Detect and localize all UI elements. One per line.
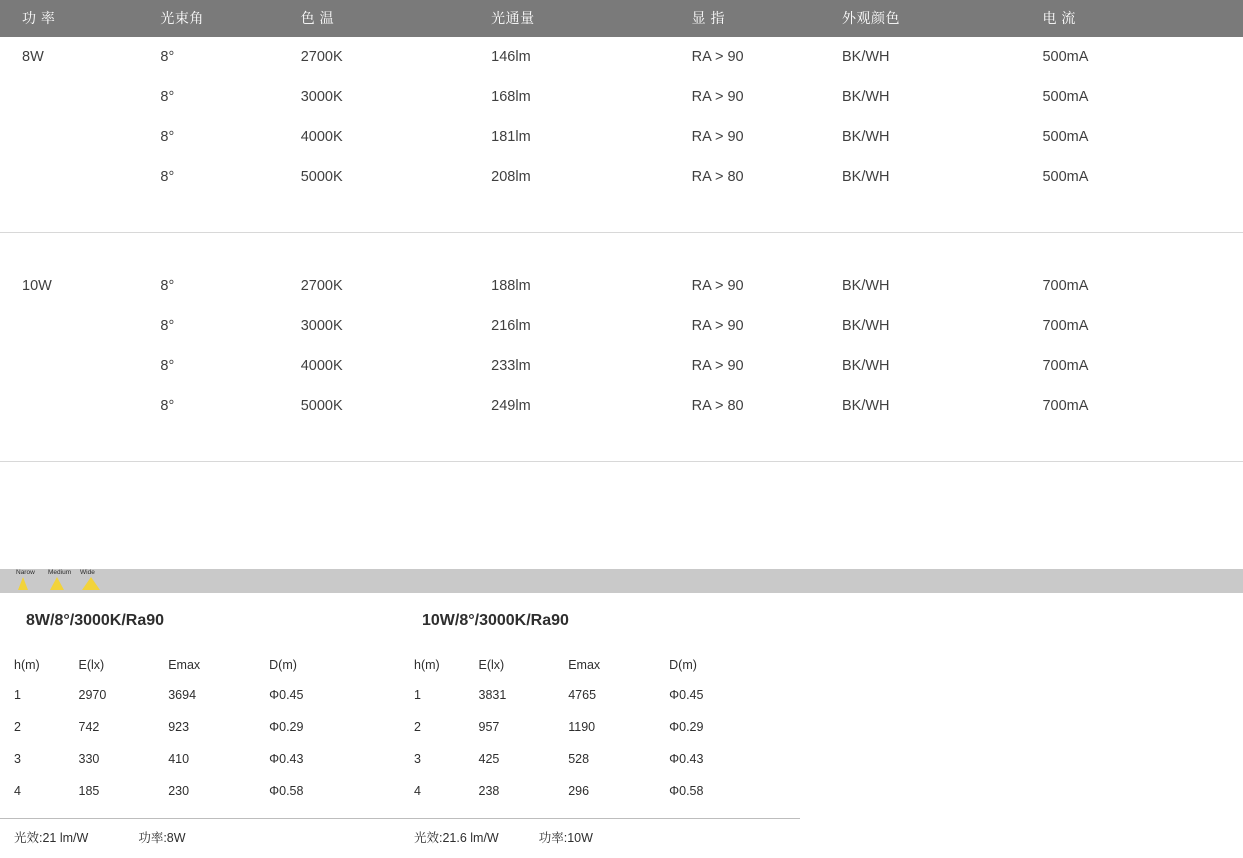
group-spacer [0,197,1243,231]
table-row [400,688,800,720]
table-row [0,720,400,752]
cell-height: 2 [14,720,21,734]
cell-emax: 230 [168,784,190,798]
photometric-table-body [0,688,400,816]
cell-emax: 923 [168,720,190,734]
cell-height: 4 [414,784,421,798]
cell-power: 8W [22,49,44,65]
cell-power [0,117,160,157]
table-row [0,386,1243,426]
photometric-table [0,658,400,816]
cell-height: 2 [414,720,421,734]
cell-eavg: 3831 [478,688,507,702]
cell-color: BK/WH [841,398,890,414]
table-row [0,266,1243,306]
header-eavg: E(lx) [78,658,105,672]
cell-current: 700mA [1042,358,1089,374]
photometric-title: 10W/8°/3000K/Ra90 [422,612,569,629]
table-row [0,37,1243,77]
cell-color: BK/WH [841,358,890,374]
cell-current: 500mA [1042,49,1089,65]
cell-diameter: Φ0.29 [669,720,704,734]
table-header-row [400,658,800,688]
table-header-row [0,658,400,688]
table-row [400,784,800,816]
group-spacer [0,426,1243,460]
cell-diameter: Φ0.45 [669,688,704,702]
cell-emax: 4765 [568,688,597,702]
cell-cri: RA > 90 [691,318,744,334]
cell-height: 3 [414,752,421,766]
cell-color: BK/WH [841,129,890,145]
table-row [0,117,1243,157]
cell-beam: 8° [160,49,175,65]
photometric-footer [400,818,800,846]
header-power: 功 率 [0,0,160,37]
table-row [0,752,400,784]
photometric-title: 8W/8°/3000K/Ra90 [26,612,165,629]
cell-emax: 1190 [568,720,596,734]
photometric-block-10w [400,612,800,846]
spec-table-header [0,0,1243,37]
cell-power [0,346,160,386]
cell-diameter: Φ0.58 [269,784,304,798]
cell-diameter: Φ0.43 [269,752,304,766]
cell-beam: 8° [160,398,175,414]
spec-table-body [0,37,1243,461]
cell-lumen: 168lm [491,89,531,105]
photometric-table [400,658,800,816]
cell-beam: 8° [160,318,175,334]
cell-power [0,306,160,346]
cell-emax: 410 [168,752,190,766]
cell-height: 3 [14,752,21,766]
table-row [0,688,400,720]
cell-lumen: 146lm [491,49,531,65]
header-diameter: D(m) [669,658,697,672]
cell-current: 700mA [1042,318,1089,334]
cell-lumen: 216lm [491,318,531,334]
cell-current: 700mA [1042,278,1089,294]
header-finish-color: 外观颜色 [842,0,1042,37]
header-color-temp: 色 温 [301,0,491,37]
table-row [0,306,1243,346]
cell-cri: RA > 90 [691,278,744,294]
cell-diameter: Φ0.45 [269,688,304,702]
cell-cct: 3000K [300,89,343,105]
cell-color: BK/WH [841,89,890,105]
cell-cct: 2700K [300,278,343,294]
cell-color: BK/WH [841,49,890,65]
header-current: 电 流 [1042,0,1243,37]
cell-color: BK/WH [841,169,890,185]
beam-cone-narrow-icon [18,577,28,590]
cell-diameter: Φ0.43 [669,752,704,766]
photometric-table-header [0,658,400,688]
cell-eavg: 425 [478,752,500,766]
header-emax: Emax [568,658,601,672]
cell-cct: 4000K [300,129,343,145]
cell-current: 700mA [1042,398,1089,414]
table-row [0,157,1243,197]
table-row [400,752,800,784]
table-bottom-divider [0,460,1243,461]
cell-eavg: 957 [478,720,500,734]
power-value: 功率:10W [538,831,593,845]
cell-beam: 8° [160,278,175,294]
header-luminous-flux: 光通量 [491,0,691,37]
cell-beam: 8° [160,89,175,105]
table-row [0,77,1243,117]
cell-cri: RA > 90 [691,358,744,374]
cell-cct: 5000K [300,398,343,414]
cell-lumen: 233lm [491,358,531,374]
cell-emax: 3694 [168,688,197,702]
cell-current: 500mA [1042,89,1089,105]
cell-emax: 296 [568,784,590,798]
cell-eavg: 330 [78,752,100,766]
cell-cct: 2700K [300,49,343,65]
cell-cct: 3000K [300,318,343,334]
table-row [0,784,400,816]
cell-power [0,77,160,117]
legend-item-wide [78,569,114,590]
cell-beam: 8° [160,358,175,374]
cell-power [0,386,160,426]
cell-power: 10W [22,278,52,294]
header-eavg: E(lx) [478,658,505,672]
cell-color: BK/WH [841,278,890,294]
cell-current: 500mA [1042,169,1089,185]
cell-lumen: 181lm [491,129,531,145]
cell-eavg: 238 [478,784,500,798]
header-diameter: D(m) [269,658,297,672]
header-beam-angle: 光束角 [160,0,300,37]
cell-cct: 4000K [300,358,343,374]
cell-lumen: 188lm [491,278,531,294]
legend-item-narrow [14,569,50,590]
cell-height: 1 [414,688,421,702]
cell-diameter: Φ0.29 [269,720,304,734]
legend-label-wide: Wide [80,569,95,576]
cell-cri: RA > 90 [691,129,744,145]
legend-item-medium [46,569,82,590]
beam-legend-bar [0,569,1243,593]
legend-label-narrow: Narow [16,569,35,576]
cell-eavg: 2970 [78,688,107,702]
legend-label-medium: Medium [48,569,72,576]
cell-lumen: 249lm [491,398,531,414]
cell-cct: 5000K [300,169,343,185]
table-row [400,720,800,752]
cell-current: 500mA [1042,129,1089,145]
table-header-row [0,0,1243,37]
cell-eavg: 742 [78,720,100,734]
cell-cri: RA > 80 [691,398,744,414]
photometric-block-8w [0,612,400,846]
photometric-table-header [400,658,800,688]
table-row [0,346,1243,386]
cell-cri: RA > 80 [691,169,744,185]
cell-beam: 8° [160,129,175,145]
photometric-table-body [400,688,800,816]
efficacy-value: 光效:21.6 lm/W [414,831,499,845]
power-value: 功率:8W [138,831,186,845]
cell-diameter: Φ0.58 [669,784,704,798]
cell-height: 1 [14,688,21,702]
cell-color: BK/WH [841,318,890,334]
cell-power [0,157,160,197]
header-cri: 显 指 [692,0,842,37]
group-spacer [0,232,1243,266]
header-height: h(m) [414,658,440,672]
cell-emax: 528 [568,752,590,766]
cell-eavg: 185 [78,784,100,798]
beam-cone-wide-icon [82,577,100,590]
photometric-footer [0,818,400,846]
efficacy-value: 光效:21 lm/W [14,831,89,845]
beam-cone-medium-icon [50,577,64,590]
cell-cri: RA > 90 [691,49,744,65]
cell-lumen: 208lm [491,169,531,185]
header-emax: Emax [168,658,201,672]
header-height: h(m) [14,658,40,672]
cell-beam: 8° [160,169,175,185]
cell-cri: RA > 90 [691,89,744,105]
cell-height: 4 [14,784,21,798]
